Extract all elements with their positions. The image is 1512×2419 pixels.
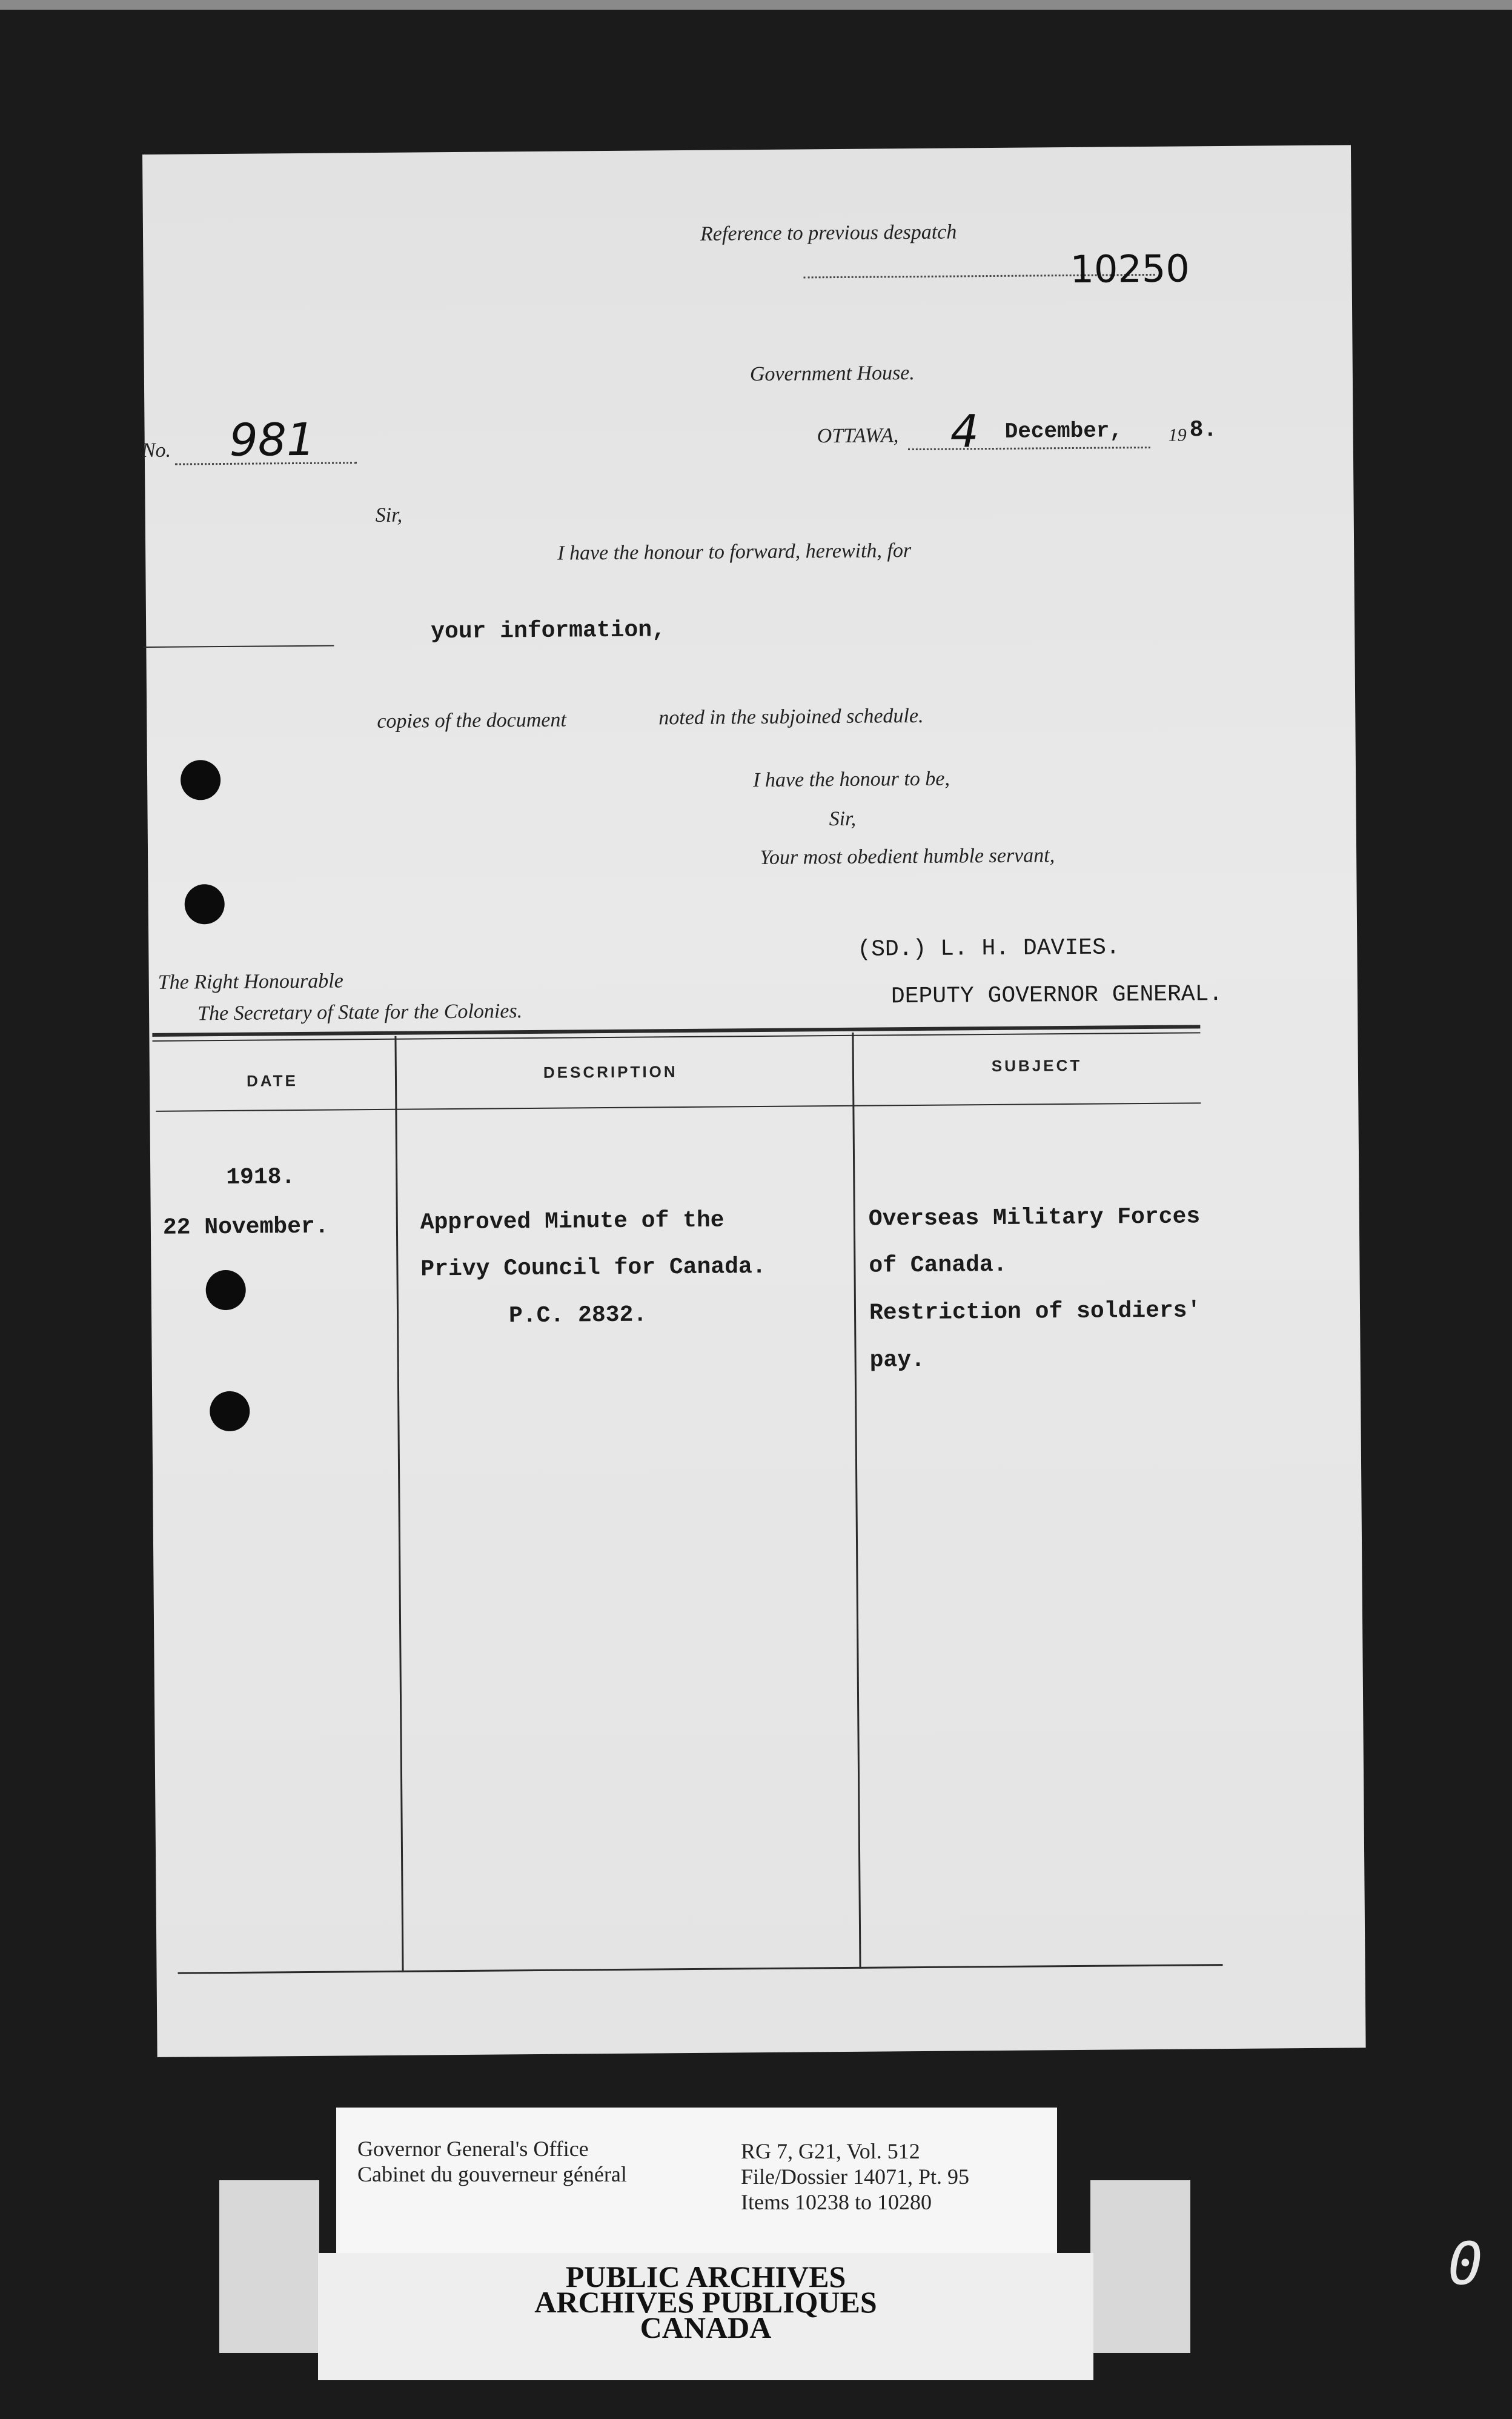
subject-line-1: Overseas Military Forces xyxy=(868,1203,1201,1233)
reference-number: 10250 xyxy=(1070,246,1190,291)
salutation: Sir, xyxy=(375,504,403,527)
reference-label: Reference to previous despatch xyxy=(700,221,957,245)
film-edge xyxy=(0,0,1512,10)
stamp-line-1: PUBLIC ARCHIVES xyxy=(565,2260,846,2294)
archive-stamp-band xyxy=(318,2253,1093,2380)
closing-3: Your most obedient humble servant, xyxy=(760,844,1055,870)
no-label: No. xyxy=(141,439,171,462)
date-day: 4 xyxy=(950,405,980,458)
header-underline xyxy=(156,1102,1201,1112)
letter-line-1: I have the honour to forward, herewith, for xyxy=(557,539,912,565)
punch-hole xyxy=(205,1270,246,1311)
punch-hole xyxy=(210,1391,250,1432)
date-day-month: 22 November. xyxy=(162,1213,329,1241)
closing-2: Sir, xyxy=(829,807,857,831)
purpose-text: your information, xyxy=(431,617,666,645)
archive-ref-1: RG 7, G21, Vol. 512 xyxy=(741,2139,920,2163)
header-subject: SUBJECT xyxy=(991,1056,1083,1076)
table-top-rule xyxy=(152,1025,1200,1037)
office-en: Governor General's Office xyxy=(357,2137,589,2161)
column-divider-2 xyxy=(852,1033,861,1969)
header-description: DESCRIPTION xyxy=(543,1062,678,1082)
despatch-number: 981 xyxy=(229,413,316,467)
document-page xyxy=(142,145,1366,2057)
description-line-3: P.C. 2832. xyxy=(508,1302,648,1329)
subject-line-4: pay. xyxy=(869,1346,926,1374)
place: OTTAWA, xyxy=(817,424,899,448)
closing-1: I have the honour to be, xyxy=(752,767,950,792)
archive-ref-2: File/Dossier 14071, Pt. 95 xyxy=(741,2164,970,2189)
archive-label-card xyxy=(336,2108,1057,2253)
year-prefix: 19 xyxy=(1168,425,1187,445)
letter-line-2a: copies of the document xyxy=(377,708,567,733)
archive-ref-3: Items 10238 to 10280 xyxy=(741,2190,932,2214)
column-divider-1 xyxy=(394,1036,403,1972)
frame-number: 0 xyxy=(1448,2230,1483,2298)
film-clip-left xyxy=(219,2180,319,2353)
punch-hole xyxy=(181,760,221,800)
government-house: Government House. xyxy=(749,361,915,386)
year-suffix: 8. xyxy=(1189,417,1218,444)
header-date: DATE xyxy=(246,1071,298,1090)
addressee-1: The Right Honourable xyxy=(158,970,343,994)
signature: (SD.) L. H. DAVIES. xyxy=(857,934,1120,963)
subject-line-2: of Canada. xyxy=(869,1251,1007,1279)
date-month: December, xyxy=(1004,418,1123,444)
purpose-rule xyxy=(143,645,334,648)
signature-title: DEPUTY GOVERNOR GENERAL. xyxy=(890,981,1223,1010)
letter-line-2b: noted in the subjoined schedule. xyxy=(658,704,924,730)
stamp-line-2: ARCHIVES PUBLIQUES xyxy=(534,2285,877,2319)
date-year: 1918. xyxy=(226,1164,296,1191)
subject-line-3: Restriction of soldiers' xyxy=(869,1297,1201,1326)
table-bottom-rule xyxy=(178,1964,1223,1974)
description-line-1: Approved Minute of the xyxy=(420,1207,724,1236)
date-dotted-line xyxy=(908,447,1150,450)
punch-hole xyxy=(184,884,225,925)
description-line-2: Privy Council for Canada. xyxy=(420,1253,766,1283)
addressee-2: The Secretary of State for the Colonies. xyxy=(197,1000,523,1025)
film-clip-right xyxy=(1090,2180,1190,2353)
stamp-line-3: CANADA xyxy=(640,2311,772,2344)
office-fr: Cabinet du gouverneur général xyxy=(357,2162,627,2186)
